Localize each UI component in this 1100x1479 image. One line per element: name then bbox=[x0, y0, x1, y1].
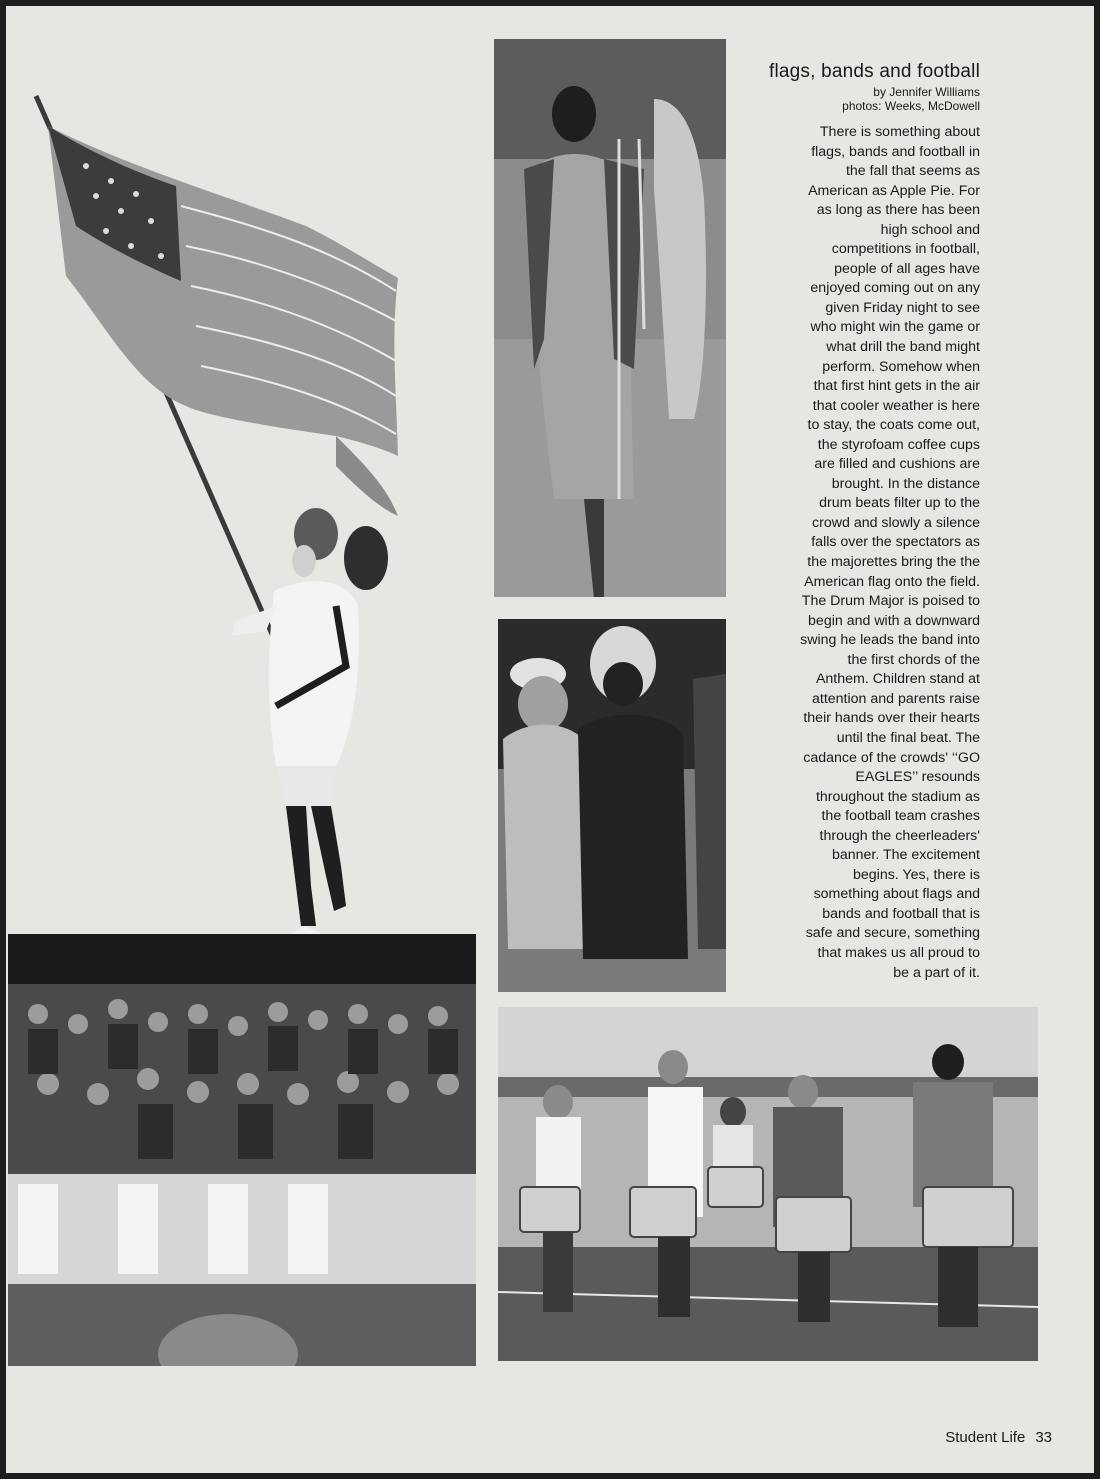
article-body-line: falls over the spectators as bbox=[811, 534, 980, 551]
article-body-line: EAGLES’’ resounds bbox=[855, 769, 980, 786]
article-body-line: swing he leads the band into bbox=[800, 632, 980, 649]
article-body-line: to stay, the coats come out, bbox=[807, 417, 980, 434]
article-body-line: enjoyed coming out on any bbox=[810, 280, 980, 297]
spectators-photo bbox=[498, 619, 726, 992]
flag-bearer-photo bbox=[6, 46, 486, 936]
article-body-line: American as Apple Pie. For bbox=[808, 182, 980, 199]
article-body-line: brought. In the distance bbox=[831, 475, 980, 492]
article-body-line: be a part of it. bbox=[893, 964, 980, 981]
article-body-line: their hands over their hearts bbox=[803, 710, 980, 727]
article-body-line: flags, bands and football in bbox=[811, 143, 980, 160]
article-body-line: begin and with a downward bbox=[808, 612, 980, 629]
article-body-line: that makes us all proud to bbox=[817, 944, 980, 961]
trombone-player-photo bbox=[494, 39, 726, 597]
band-stands-photo bbox=[8, 934, 476, 1366]
article-body-line: competitions in football, bbox=[831, 241, 980, 258]
article-body-line: perform. Somehow when bbox=[822, 358, 980, 375]
article-body-line: what drill the band might bbox=[826, 339, 980, 356]
page-number: 33 bbox=[1035, 1429, 1052, 1446]
page-footer bbox=[935, 1429, 1052, 1446]
photo-credit: photos: Weeks, McDowell bbox=[842, 99, 980, 113]
article-body-line: drum beats filter up to the bbox=[819, 495, 980, 512]
article-body-line: crowd and slowly a silence bbox=[812, 514, 980, 531]
article-body-line: high school and bbox=[880, 221, 980, 238]
article bbox=[744, 60, 980, 983]
article-body-line: Anthem. Children stand at bbox=[815, 671, 980, 688]
article-body-line: the football team crashes bbox=[821, 808, 980, 825]
article-body-line: American flag onto the field. bbox=[804, 573, 980, 590]
article-body-line: safe and secure, something bbox=[805, 925, 980, 942]
article-body-line: bands and football that is bbox=[822, 905, 980, 922]
article-body-line: the styrofoam coffee cups bbox=[817, 436, 980, 453]
article-body-line: the first chords of the bbox=[847, 651, 980, 668]
article-headline: flags, bands and football bbox=[769, 61, 980, 82]
article-body-line: throughout the stadium as bbox=[815, 788, 980, 805]
drumline-photo bbox=[498, 1007, 1038, 1361]
article-body-line: that cooler weather is here bbox=[812, 397, 980, 414]
article-body-line: There is something about bbox=[819, 124, 980, 140]
footer-section: Student Life bbox=[945, 1429, 1026, 1446]
article-body-line: something about flags and bbox=[813, 886, 980, 903]
article-byline: by Jennifer Williams bbox=[873, 85, 980, 99]
article-body-line: until the final beat. The bbox=[836, 729, 980, 746]
article-body-line: the majorettes bring the the bbox=[807, 554, 980, 571]
article-body-line: cadance of the crowds' ‘‘GO bbox=[803, 749, 980, 766]
article-body-line: people of all ages have bbox=[834, 260, 980, 277]
article-body-line: attention and parents raise bbox=[812, 690, 980, 707]
article-body-line: given Friday night to see bbox=[825, 299, 980, 316]
article-body-line: who might win the game or bbox=[810, 319, 980, 336]
article-body-line: The Drum Major is poised to bbox=[801, 593, 980, 610]
article-body-line: as long as there has been bbox=[816, 202, 980, 219]
article-body bbox=[744, 123, 980, 983]
article-body-line: through the cheerleaders' bbox=[819, 827, 980, 844]
article-body-line: the fall that seems as bbox=[845, 163, 980, 180]
article-body-line: begins. Yes, there is bbox=[853, 866, 980, 883]
article-body-line: banner. The excitement bbox=[831, 847, 980, 864]
article-body-line: are filled and cushions are bbox=[814, 456, 980, 473]
yearbook-page bbox=[6, 6, 1094, 1473]
article-body-line: that first hint gets in the air bbox=[813, 378, 980, 395]
